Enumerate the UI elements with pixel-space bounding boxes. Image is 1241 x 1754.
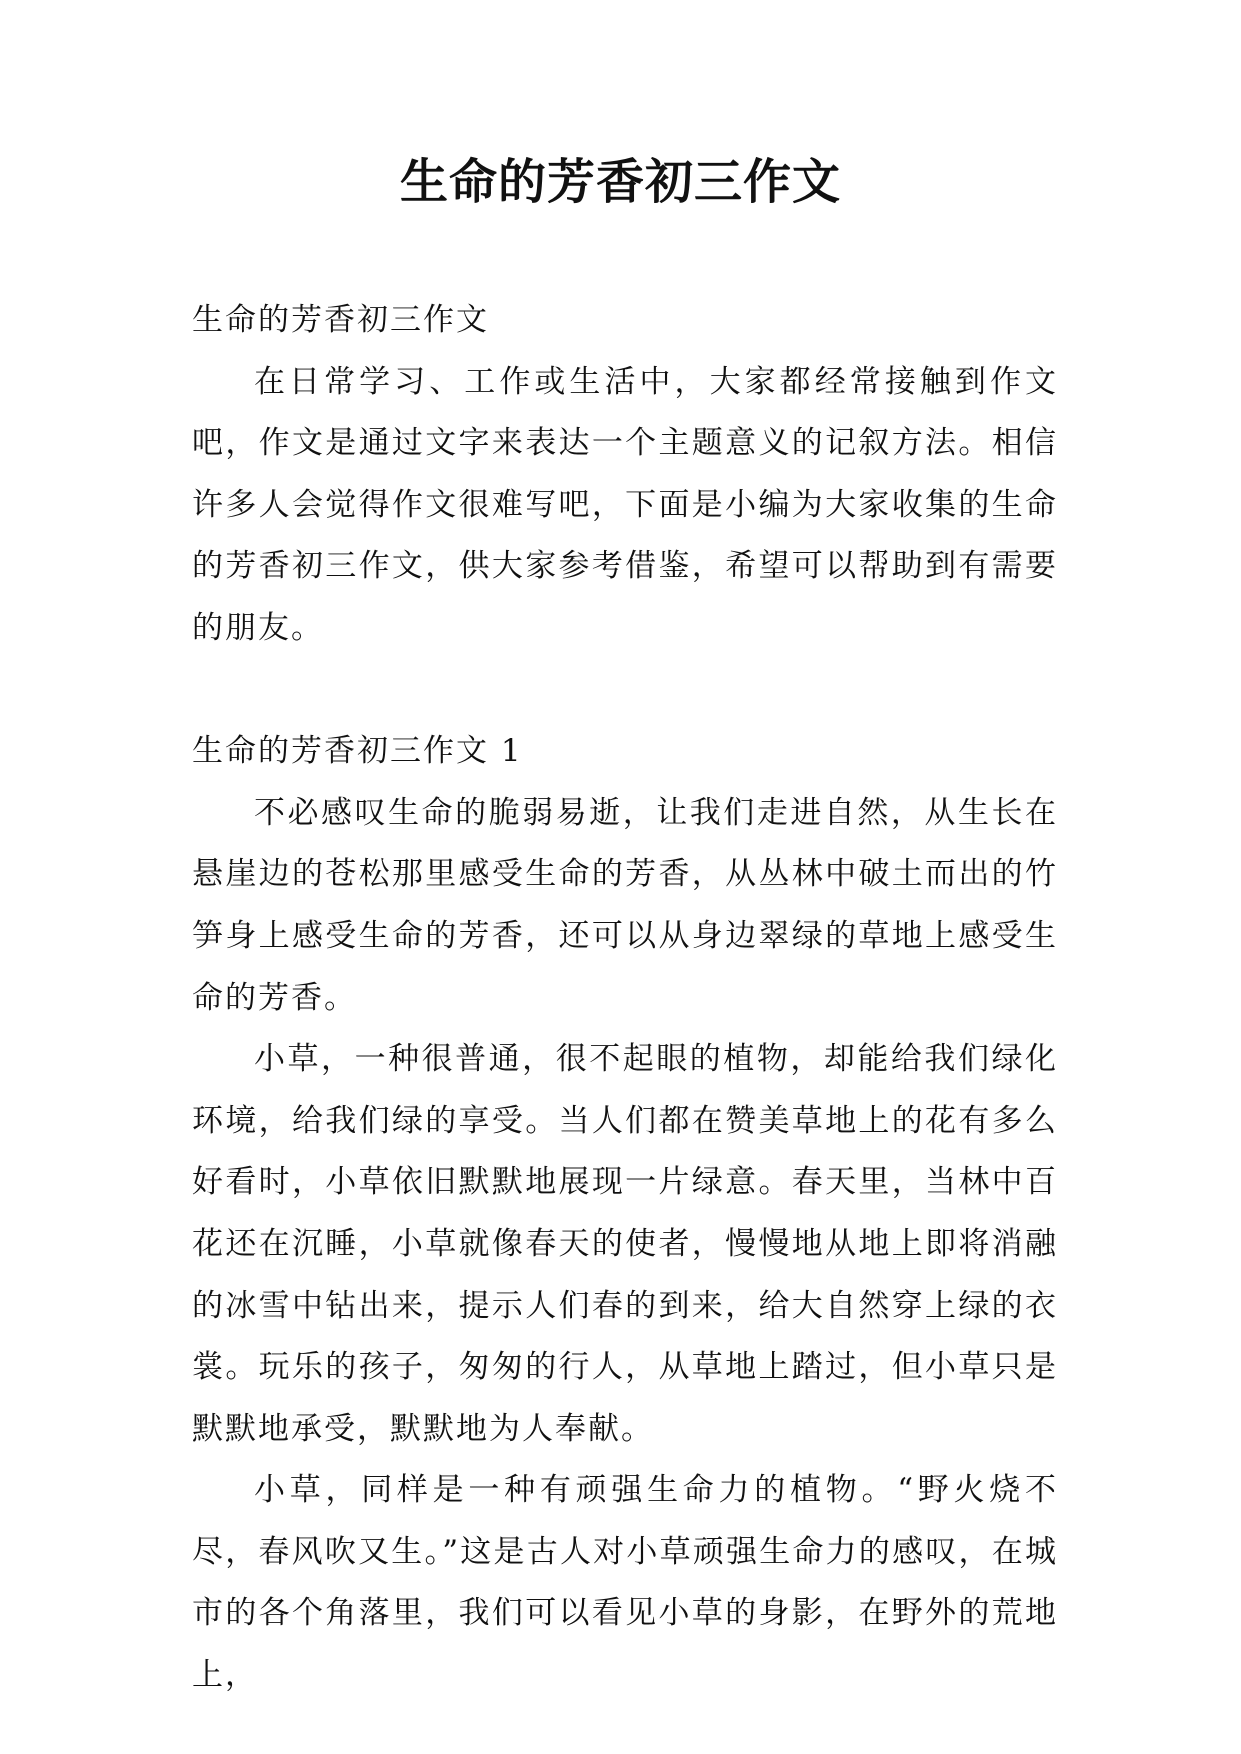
section-1-heading: 生命的芳香初三作文 1: [192, 733, 523, 770]
section-1-paragraph-1: 不必感叹生命的脆弱易逝，让我们走进自然，从生长在悬崖边的苍松那里感受生命的芳香，从丛林中破土而出的竹笋身上感受生命的芳香，还可以从身边翠绿的草地上感受生命的芳香。: [192, 794, 1058, 1016]
document-body: [192, 290, 1058, 1707]
document-title: 生命的芳香初三作文: [399, 154, 841, 210]
section-1-paragraph-3: 小草，同样是一种有顽强生命力的植物。“野火烧不尽，春风吹又生。”这是古人对小草顽强生命力的感叹，在城市的各个角落里，我们可以看见小草的身影，在野外的荒地上，: [192, 1472, 1058, 1694]
section-spacer: [192, 660, 1058, 722]
intro-heading: 生命的芳香初三作文: [192, 302, 489, 338]
section-1-paragraph-2: 小草，一种很普通，很不起眼的植物，却能给我们绿化环境，给我们绿的享受。当人们都在赞美草地上的花有多么好看时，小草依旧默默地展现一片绿意。春天里，当林中百花还在沉睡，小草就像春天的使者，慢慢地从地上即将消融的冰雪中钻出来，提示人们春的到来，给大自然穿上绿的衣裳。玩乐的孩子，匆匆的行人，从草地上踏过，但小草只是默默地承受，默默地为人奉献。: [192, 1041, 1058, 1447]
intro-paragraph: 在日常学习、工作或生活中，大家都经常接触到作文吧，作文是通过文字来表达一个主题意义的记叙方法。相信许多人会觉得作文很难写吧，下面是小编为大家收集的生命的芳香初三作文，供大家参考借鉴，希望可以帮助到有需要的朋友。: [192, 363, 1058, 646]
